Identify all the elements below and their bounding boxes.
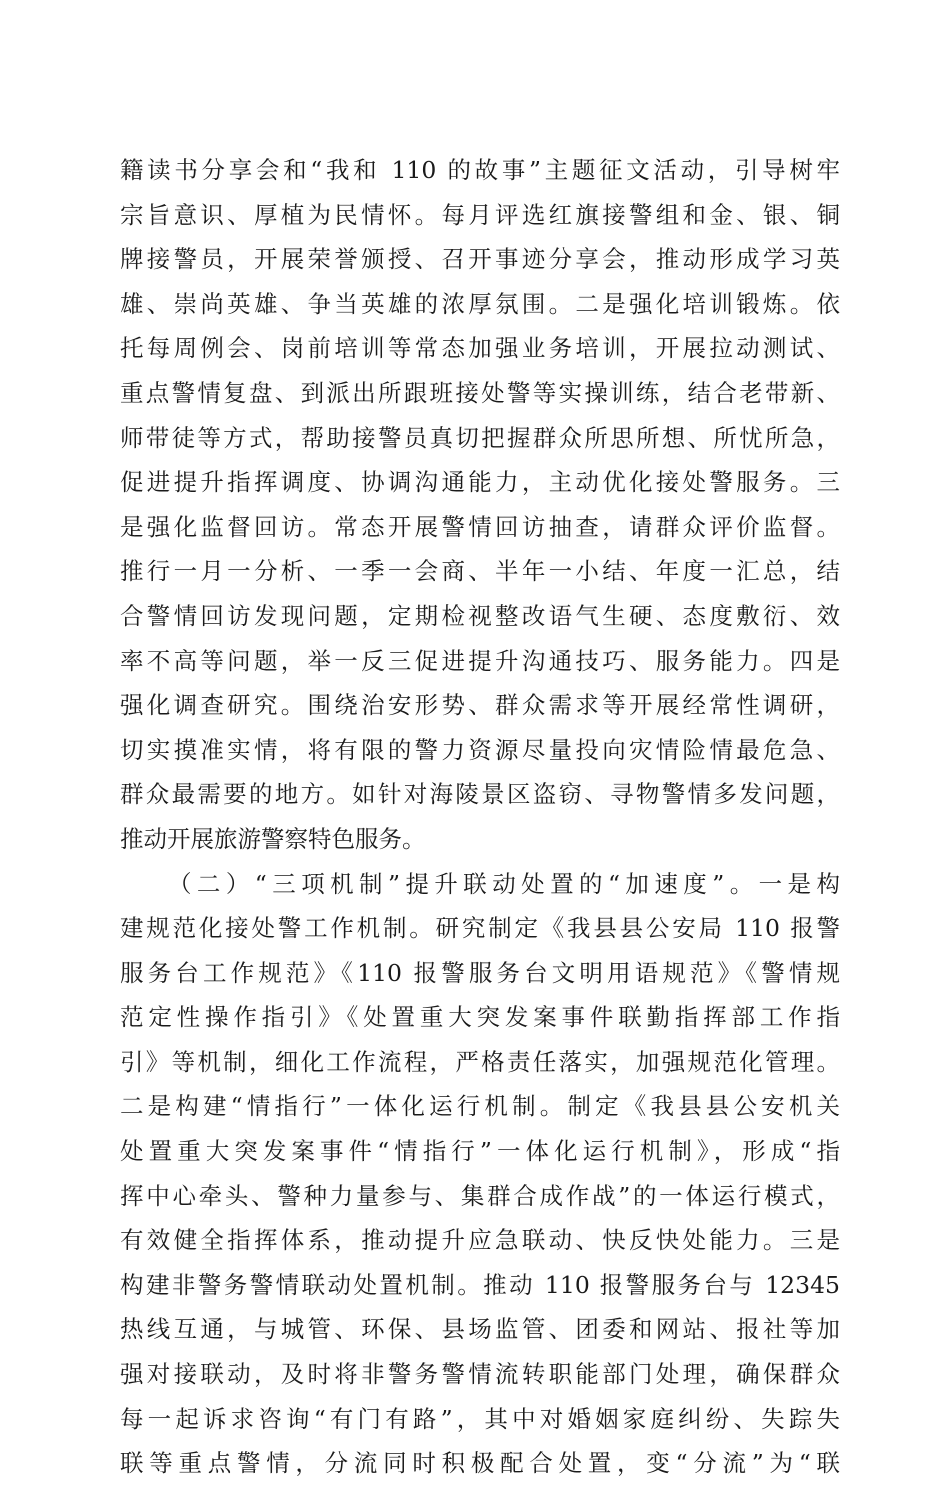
text-line: 重点警情复盘、到派出所跟班接处警等实操训练，结合老带新、 [120,378,840,407]
section-heading-line: （二）“三项机制”提升联动处置的“加速度”。一是构 [168,869,840,898]
text-line: 群众最需要的地方。如针对海陵景区盗窃、寻物警情多发问题， [120,780,840,809]
text-line: 师带徒等方式，帮助接警员真切把握群众所思所想、所忧所急， [120,423,840,452]
text-line: 宗旨意识、厚植为民情怀。每月评选红旗接警组和金、银、铜 [120,200,840,229]
text-line: 引》等机制，细化工作流程，严格责任落实，加强规范化管理。 [120,1047,840,1076]
text-line: 服务台工作规范》《110 报警服务台文明用语规范》《警情规 [120,958,840,987]
text-line: 有效健全指挥体系，推动提升应急联动、快反快处能力。三是 [120,1226,840,1255]
text-line: 促进提升指挥调度、协调沟通能力，主动优化接处警服务。三 [120,468,840,497]
text-line: 二是构建“情指行”一体化运行机制。制定《我县县公安机关 [120,1092,840,1121]
text-line: 托每周例会、岗前培训等常态加强业务培训，开展拉动测试、 [120,334,840,363]
text-line: 处置重大突发案事件“情指行”一体化运行机制》，形成“指 [120,1137,840,1166]
text-line: 雄、崇尚英雄、争当英雄的浓厚氛围。二是强化培训锻炼。依 [120,289,840,318]
text-line: 建规范化接处警工作机制。研究制定《我县县公安局 110 报警 [120,914,840,943]
text-line: 构建非警务警情联动处置机制。推动 110 报警服务台与 12345 [120,1270,840,1299]
text-line: 挥中心牵头、警种力量参与、集群合成作战”的一体运行模式， [120,1181,840,1210]
text-line: 每一起诉求咨询“有门有路”，其中对婚姻家庭纠纷、失踪失 [120,1404,840,1433]
text-line: 籍读书分享会和“我和 110 的故事”主题征文活动，引导树牢 [120,156,840,184]
text-line: 范定性操作指引》《处置重大突发案事件联勤指挥部工作指 [120,1003,840,1032]
text-line: 推动开展旅游警察特色服务。 [120,824,426,853]
text-line: 率不高等问题，举一反三促进提升沟通技巧、服务能力。四是 [120,646,840,675]
text-line: 热线互通，与城管、环保、县场监管、团委和网站、报社等加 [120,1315,840,1344]
text-line: 强对接联动，及时将非警务警情流转职能部门处理，确保群众 [120,1360,840,1389]
document-body [120,148,840,1486]
text-line: 合警情回访发现问题，定期检视整改语气生硬、态度敷衍、效 [120,601,840,630]
text-line: 推行一月一分析、一季一会商、半年一小结、年度一汇总，结 [120,557,840,586]
text-line: 联等重点警情，分流同时积极配合处置，变“分流”为“联 [120,1449,840,1478]
text-line: 牌接警员，开展荣誉颁授、召开事迹分享会，推动形成学习英 [120,245,840,274]
text-line: 强化调查研究。围绕治安形势、群众需求等开展经常性调研， [120,691,840,720]
text-line: 是强化监督回访。常态开展警情回访抽查，请群众评价监督。 [120,512,840,541]
text-line: 切实摸准实情，将有限的警力资源尽量投向灾情险情最危急、 [120,735,840,764]
